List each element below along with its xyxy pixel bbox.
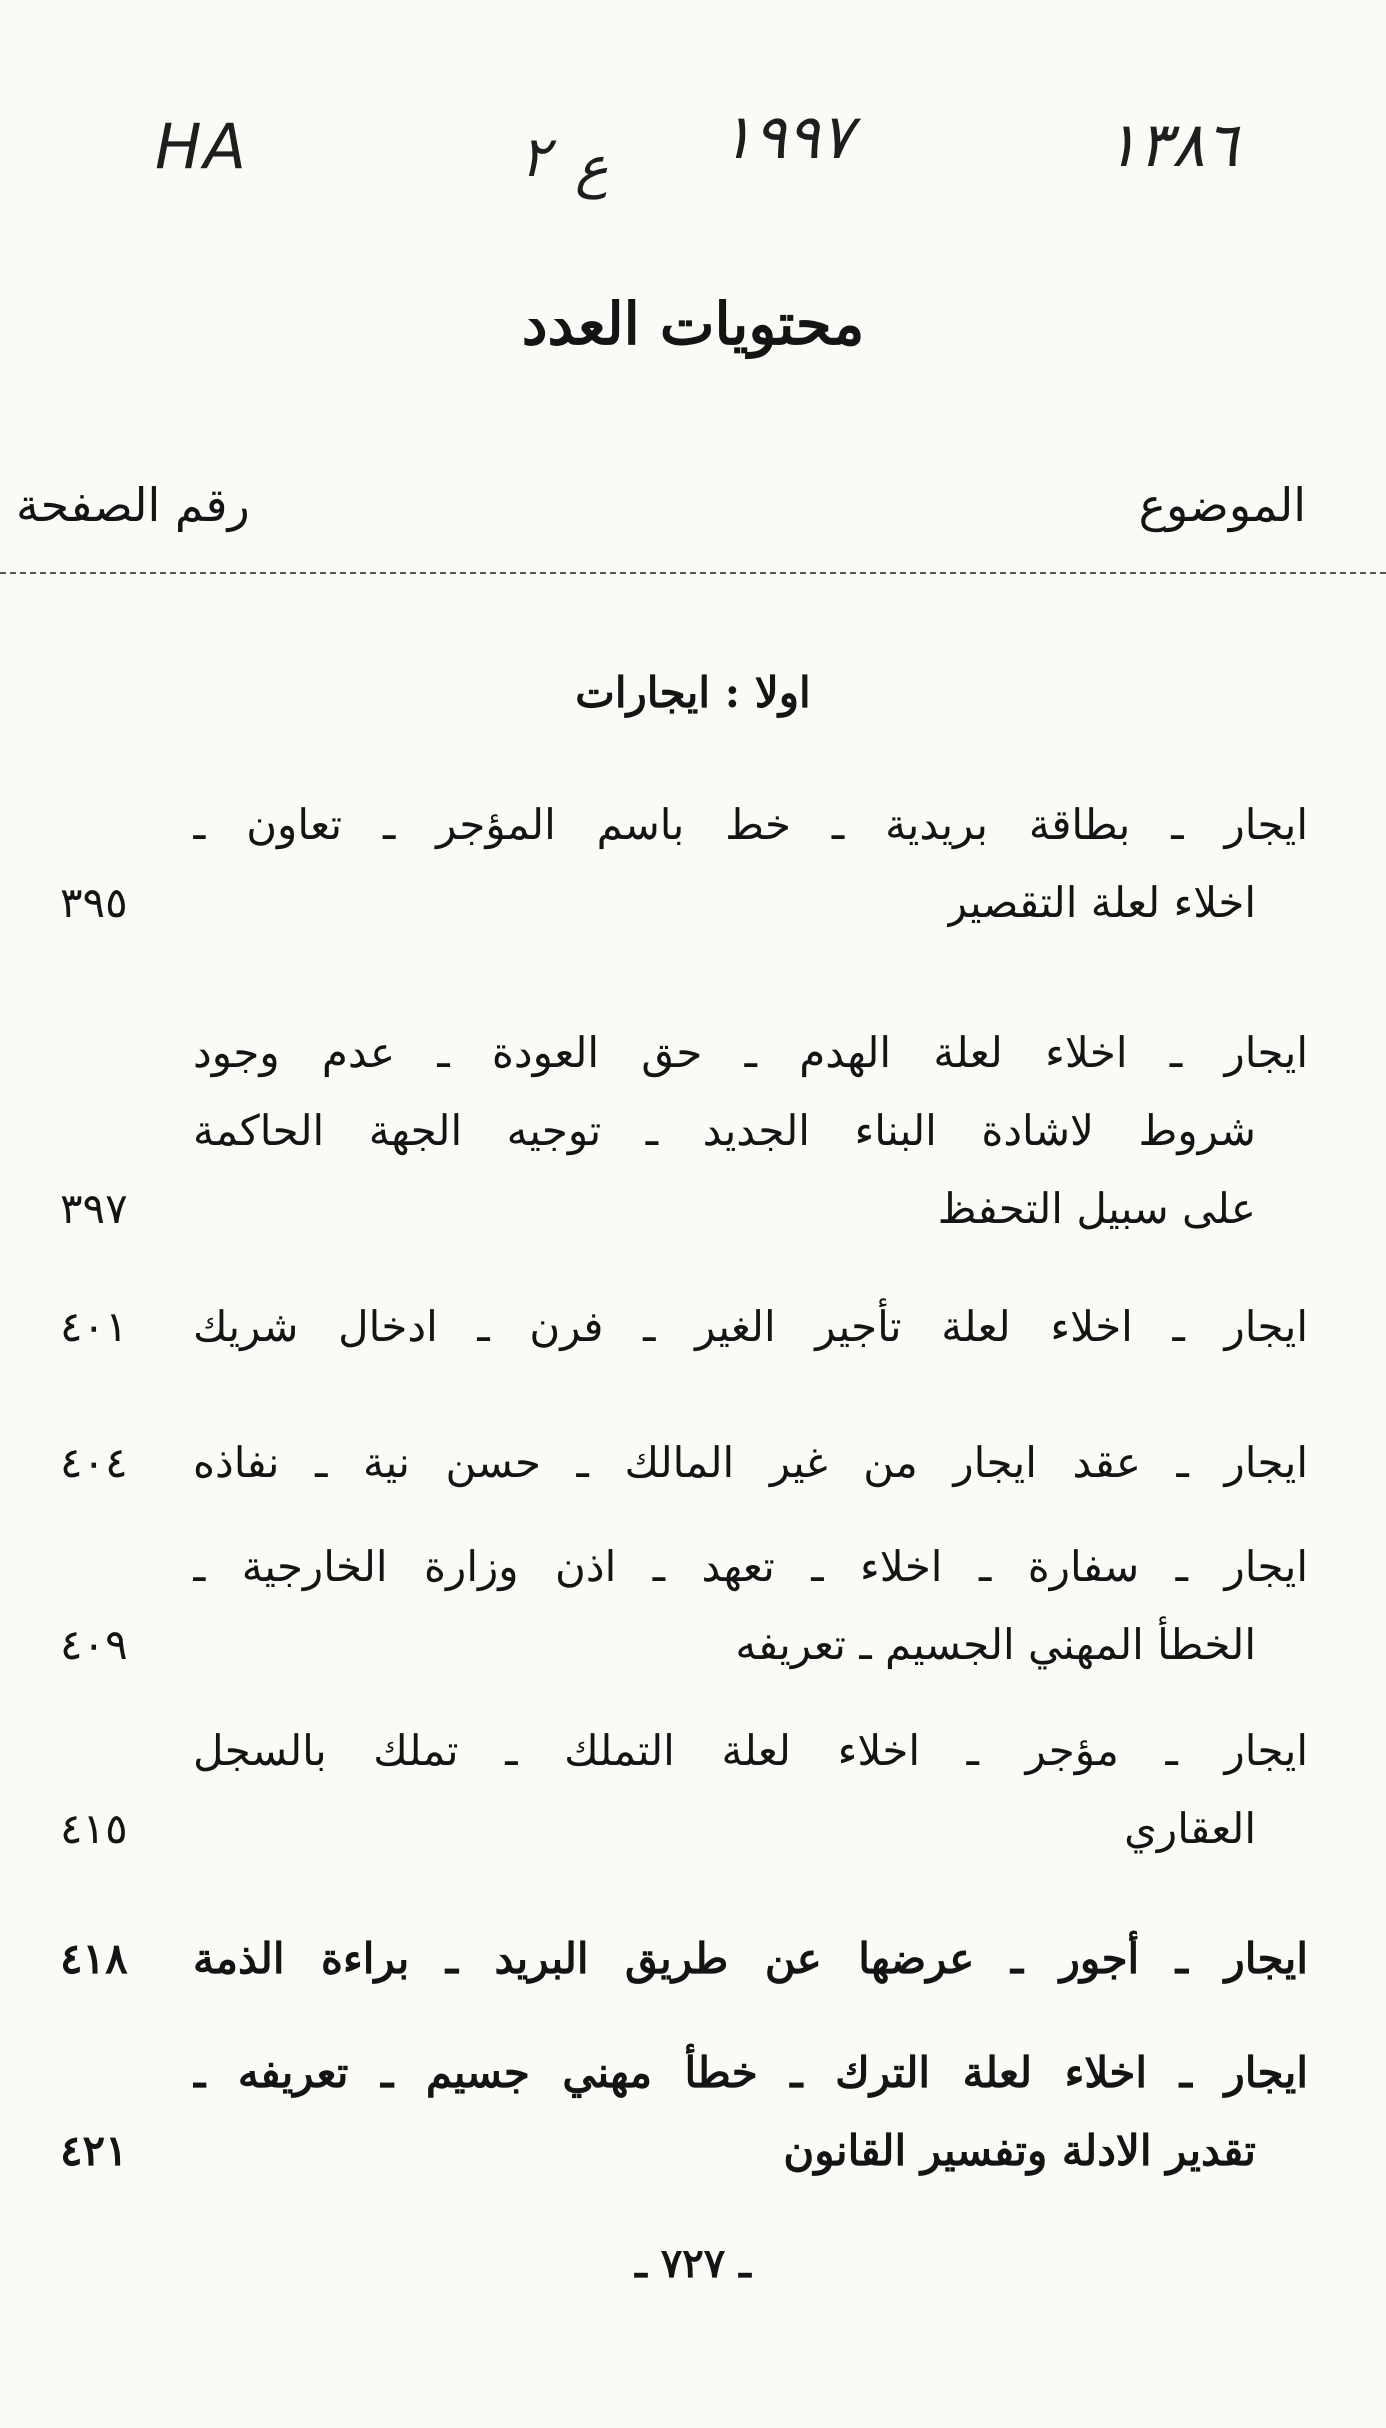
entry-page-number: ٤٢١ bbox=[60, 2126, 128, 2175]
header-divider bbox=[0, 572, 1386, 574]
handwritten-note-middle-a: ٢ bbox=[520, 125, 551, 190]
section-heading: اولا : ايجارات bbox=[575, 668, 811, 717]
entry-line: شروط لاشادة البناء الجديد ـ توجيه الجهة الحاكمة bbox=[193, 1106, 1256, 1155]
entry-line: ايجار ـ اخلاء لعلة تأجير الغير ـ فرن ـ ادخال شريك bbox=[193, 1302, 1308, 1351]
footer-page-number: ـ ٧٢٧ ـ bbox=[635, 2240, 751, 2287]
entry-line: ايجار ـ عقد ايجار من غير المالك ـ حسن نية ـ نفاذه bbox=[193, 1438, 1308, 1487]
handwritten-note-right: ١٣٨٦ bbox=[1105, 108, 1239, 181]
entry-page-number: ٣٩٥ bbox=[60, 878, 128, 927]
entry-line: ايجار ـ أجور ـ عرضها عن طريق البريد ـ براءة الذمة bbox=[193, 1934, 1308, 1983]
page-title: محتويات العدد bbox=[521, 290, 865, 358]
entry-page-number: ٤١٥ bbox=[60, 1804, 128, 1853]
entry-line: ايجار ـ اخلاء لعلة الهدم ـ حق العودة ـ عدم وجود bbox=[193, 1028, 1308, 1077]
handwritten-note-middle-c: ١٩٩٧ bbox=[720, 100, 854, 173]
entry-page-number: ٤١٨ bbox=[60, 1934, 128, 1983]
entry-line: على سبيل التحفظ bbox=[937, 1184, 1256, 1233]
entry-line: اخلاء لعلة التقصير bbox=[946, 878, 1256, 927]
page-number-column-header: رقم الصفحة bbox=[16, 478, 250, 532]
entry-page-number: ٤٠٩ bbox=[60, 1620, 128, 1669]
handwritten-note-middle-b: ع bbox=[575, 135, 609, 200]
entry-line: العقاري bbox=[1124, 1804, 1256, 1853]
subject-column-header: الموضوع bbox=[1138, 478, 1306, 532]
entry-page-number: ٤٠١ bbox=[60, 1302, 128, 1351]
entry-page-number: ٣٩٧ bbox=[60, 1184, 128, 1233]
entry-page-number: ٤٠٤ bbox=[60, 1438, 128, 1487]
entry-line: ايجار ـ بطاقة بريدية ـ خط باسم المؤجر ـ تعاون ـ bbox=[193, 800, 1308, 849]
entry-line: ايجار ـ سفارة ـ اخلاء ـ تعهد ـ اذن وزارة الخارجية ـ bbox=[193, 1542, 1308, 1591]
entry-line: تقدير الادلة وتفسير القانون bbox=[783, 2126, 1256, 2175]
handwritten-note-left: HA bbox=[155, 110, 249, 183]
entry-line: الخطأ المهني الجسيم ـ تعريفه bbox=[735, 1620, 1256, 1669]
entry-line: ايجار ـ مؤجر ـ اخلاء لعلة التملك ـ تملك بالسجل bbox=[193, 1726, 1308, 1775]
entry-line: ايجار ـ اخلاء لعلة الترك ـ خطأ مهني جسيم ـ تعريفه ـ bbox=[193, 2048, 1308, 2097]
